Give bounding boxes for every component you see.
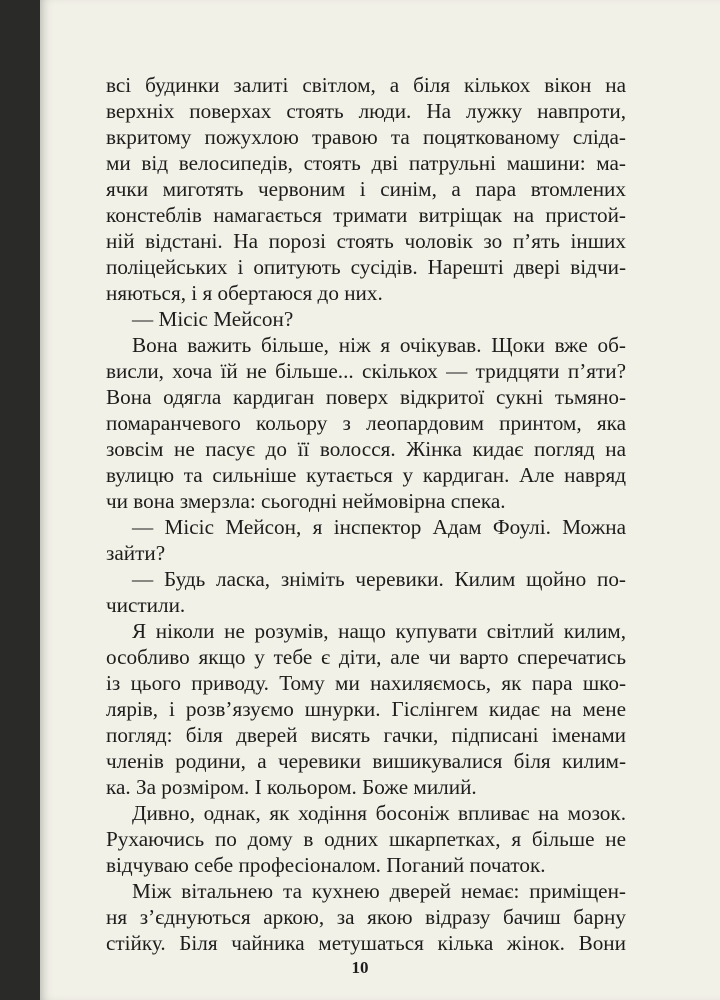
page-number: 10	[351, 958, 369, 977]
text-line: відчуваю себе професіоналом. Поганий початок.	[106, 853, 546, 877]
text-line: зовсім не пасує до її волосся. Жінка кидає погляд на	[106, 437, 626, 461]
text-line: стійку. Біля чайника метушаться кілька жінок. Вони	[106, 931, 626, 955]
paragraph-first-line: Вона важить більше, ніж я очікував. Щоки вже об-	[132, 333, 626, 357]
text-line: констеблів намагається тримати витріщак на пристой-	[106, 203, 626, 227]
text-line: чистили.	[106, 593, 186, 617]
text-line: ній відстані. На порозі стоять чоловік зо п’ять інших	[106, 229, 626, 253]
text-line: особливо якщо у тебе є діти, але чи варто сперечатись	[106, 645, 626, 669]
paragraph-first-line: Дивно, однак, як ходіння босоніж впливає на мозок.	[132, 801, 626, 825]
text-line: поліцейських і опитують сусідів. Нарешті двері відчи-	[106, 255, 626, 279]
text-line: всі будинки залиті світлом, а біля кількох вікон на	[106, 73, 626, 97]
text-line: няються, і я обертаюся до них.	[106, 281, 383, 305]
text-line: погляд: біля дверей висять гачки, підписані іменами	[106, 723, 626, 747]
text-line: членів родини, а черевики вишикувалися біля килим-	[106, 749, 626, 773]
text-line: ячки миготять червоним і синім, а пара втомлених	[106, 177, 626, 201]
dialogue-line: — Будь ласка, зніміть черевики. Килим щойно по-	[132, 567, 626, 591]
dialogue-line: — Місіс Мейсон, я інспектор Адам Фоулі. Можна	[132, 515, 626, 539]
text-line: вкритому пожухлою травою та поцяткованому сліда-	[106, 125, 626, 149]
text-line: верхніх поверхах стоять люди. На лужку навпроти,	[106, 99, 626, 123]
text-line: зайти?	[106, 541, 166, 565]
text-line: вулицю та сильніше кутається у кардиган. Але навряд	[106, 463, 626, 487]
text-line: висли, хоча їй не більше... скількох — тридцяти п’яти?	[106, 359, 626, 383]
dialogue-line: — Місіс Мейсон?	[132, 307, 294, 331]
text-line: Рухаючись по дому в одних шкарпетках, я більше не	[106, 827, 626, 851]
text-line: ня з’єднуються аркою, за якою відразу бачиш барну	[106, 905, 626, 929]
text-line: Вона одягла кардиган поверх відкритої сукні тьмяно-	[106, 385, 626, 409]
text-line: лярів, і розв’язуємо шнурки. Гіслінгем кидає на мене	[106, 697, 626, 721]
text-line: помаранчевого кольору з леопардовим принтом, яка	[106, 411, 626, 435]
text-line: ми від велосипедів, стоять дві патрульні машини: ма-	[106, 151, 626, 175]
paragraph-first-line: Між вітальнею та кухнею дверей немає: приміщен-	[132, 879, 626, 903]
paragraph-first-line: Я ніколи не розумів, нащо купувати світлий килим,	[132, 619, 626, 643]
text-line: із цього приводу. Тому ми нахиляємось, як пара шко-	[106, 671, 626, 695]
text-line: чи вона змерзла: сьогодні неймовірна спека.	[106, 489, 506, 513]
text-line: ка. За розміром. І кольором. Боже милий.	[106, 775, 477, 799]
